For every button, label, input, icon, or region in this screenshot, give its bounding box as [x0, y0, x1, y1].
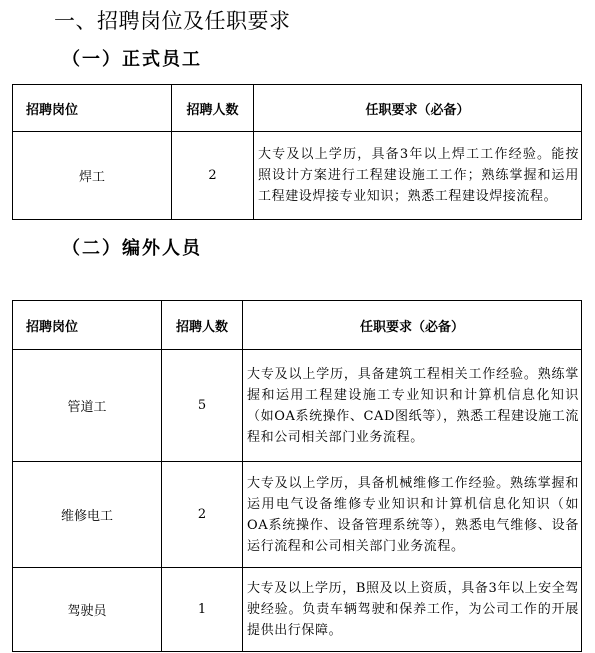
requirements-cell: 大专及以上学历，具备机械维修工作经验。熟练掌握和运用电气设备维修专业知识和计算机信息化知识（如OA系统操作、设备管理系统等），熟悉电气维修、设备运行流程和公司相关部门业务流程。: [243, 462, 582, 568]
column-header-requirements: 任职要求（必备）: [243, 301, 582, 350]
table-row: [13, 132, 582, 220]
section-heading-formal-staff: （一）正式员工: [62, 49, 202, 70]
contract-staff-table: [12, 300, 582, 652]
table-header-row: [13, 85, 582, 132]
requirements-cell: 大专及以上学历，B照及以上资质，具备3年以上安全驾驶经验。负责车辆驾驶和保养工作，为公司工作的开展提供出行保障。: [243, 568, 582, 652]
column-header-position: 招聘岗位: [13, 85, 172, 132]
formal-staff-table: [12, 84, 582, 220]
page-title: 一、招聘岗位及任职要求: [54, 9, 291, 33]
count-cell: 2: [172, 132, 254, 220]
position-cell: 管道工: [13, 350, 162, 462]
table-row: [13, 462, 582, 568]
requirements-cell: 大专及以上学历，具备建筑工程相关工作经验。熟练掌握和运用工程建设施工专业知识和计算机信息化知识（如OA系统操作、CAD图纸等），熟悉工程建设施工流程和公司相关部门业务流程。: [243, 350, 582, 462]
position-cell: 焊工: [13, 132, 172, 220]
table-header-row: [13, 301, 582, 350]
table-row: [13, 568, 582, 652]
table-row: [13, 350, 582, 462]
count-cell: 1: [162, 568, 243, 652]
column-header-count: 招聘人数: [172, 85, 254, 132]
section-heading-contract-staff: （二）编外人员: [62, 238, 202, 259]
position-cell: 驾驶员: [13, 568, 162, 652]
column-header-requirements: 任职要求（必备）: [254, 85, 582, 132]
column-header-position: 招聘岗位: [13, 301, 162, 350]
column-header-count: 招聘人数: [162, 301, 243, 350]
count-cell: 2: [162, 462, 243, 568]
count-cell: 5: [162, 350, 243, 462]
requirements-cell: 大专及以上学历，具备3年以上焊工工作经验。能按照设计方案进行工程建设施工工作；熟练掌握和运用工程建设焊接专业知识；熟悉工程建设焊接流程。: [254, 132, 582, 220]
position-cell: 维修电工: [13, 462, 162, 568]
